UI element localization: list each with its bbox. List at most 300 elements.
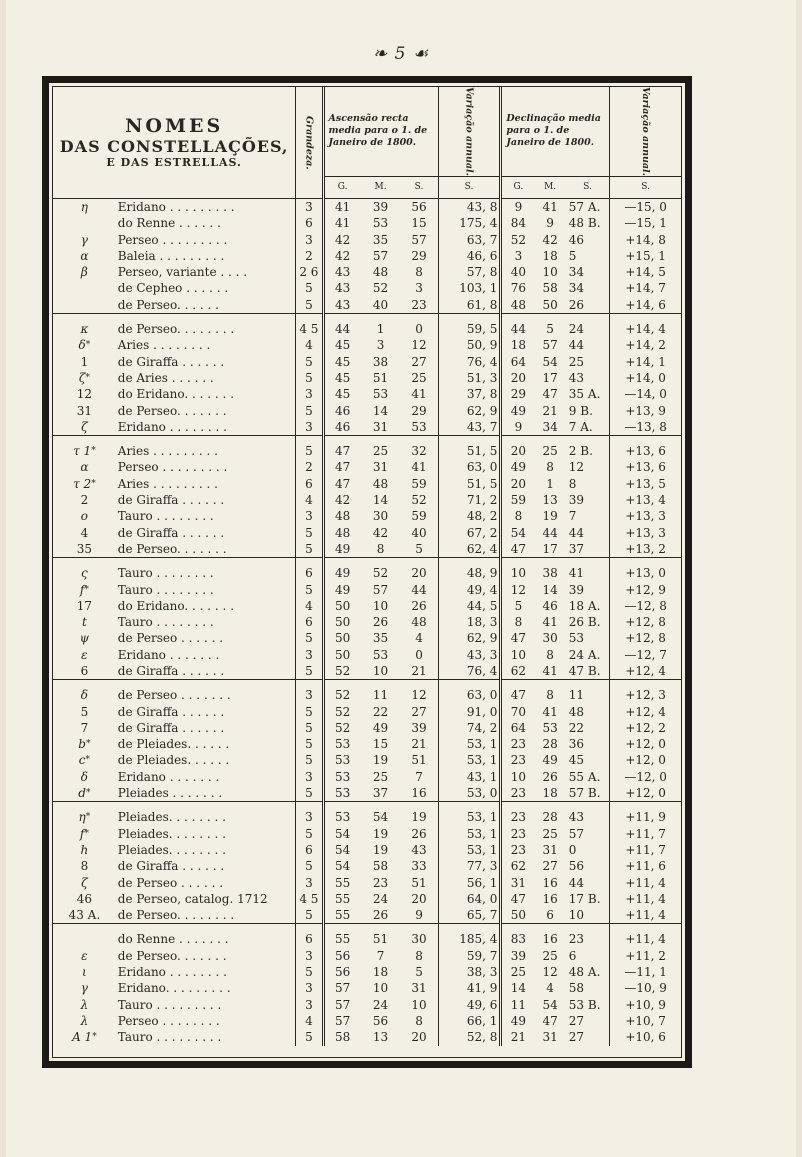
star-name: de Giraffa . . . . . . [117,859,225,874]
dec-annual-variation: +12, 0 [610,752,681,768]
dec-minutes: 57 [542,338,558,353]
flamsteed-number: 4 [80,525,89,540]
dec-degrees: 39 [501,948,534,964]
ra-seconds: 39 [411,720,427,735]
dec-seconds [566,280,610,296]
ra-annual-variation: 43, 8 [438,198,501,215]
ra-minutes: 53 [372,647,389,662]
table-row [53,419,681,436]
magnitude: 3 [296,198,323,215]
greek-letter: h [80,842,89,857]
ra-seconds: 3 [415,281,423,296]
star-name: Tauro . . . . . . . . [117,566,214,581]
table-row [53,459,681,475]
dec-hemisphere-letter: B. [587,663,601,678]
dec-degrees: 76 [501,280,534,296]
ra-annual-variation: 59, 7 [438,948,501,964]
dec-degrees: 10 [501,647,534,663]
dec-annual-variation: —13, 8 [610,419,681,436]
dec-minutes: 12 [542,965,558,980]
greek-letter: ς [81,566,88,581]
dec-degrees: 12 [501,582,534,598]
star-designation [53,1013,116,1029]
ra-degrees: 57 [323,980,361,996]
star-designation [53,769,116,785]
star-name: do Eridano. . . . . . . [117,387,235,402]
table-row [53,980,681,996]
dec-degrees: 64 [501,354,534,370]
sub-g2: G. [501,176,534,198]
star-name: Eridano . . . . . . . . [117,419,227,434]
star-designation [53,1029,116,1045]
star-designation [53,337,116,353]
magnitude: 5 [296,704,323,720]
dec-degrees: 31 [501,875,534,891]
ra-seconds: 26 [411,826,427,841]
magnitude: 3 [296,997,323,1013]
star-name: de Pleiades. . . . . . [117,753,230,768]
magnitude: 4 [296,598,323,614]
dec-seconds [566,403,610,419]
table-row [53,1013,681,1029]
dec-seconds-value: 48 [568,216,585,231]
dec-seconds-value: 56 [568,859,585,874]
magnitude: 5 [296,826,323,842]
ra-degrees: 42 [323,248,361,264]
dec-annual-variation: +14, 7 [610,280,681,296]
ra-annual-variation: 53, 1 [438,842,501,858]
ra-annual-variation: 51, 3 [438,370,501,386]
table-row [53,264,681,280]
header-title-2: DAS CONSTELLAÇÕES, [59,137,289,157]
dec-variation-header [610,87,681,176]
dec-seconds-value: 57 [568,786,585,801]
ra-seconds: 26 [411,598,427,613]
ra-minutes: 25 [372,444,389,459]
table-row [53,198,681,215]
ra-degrees: 53 [323,736,361,752]
ra-minutes: 25 [372,769,389,784]
star-designation [53,215,116,231]
ra-seconds: 44 [411,582,427,597]
dec-minutes: 53 [542,720,558,735]
ra-degrees: 56 [323,948,361,964]
star-designation [53,858,116,874]
dec-annual-variation: +13, 9 [610,403,681,419]
ra-degrees: 50 [323,598,361,614]
star-name: Eridano . . . . . . . [117,769,220,784]
ra-seconds: 25 [411,370,427,385]
ra-seconds: 31 [411,981,427,996]
magnitude: 3 [296,809,323,825]
star-designation [53,598,116,614]
ra-minutes: 35 [372,232,389,247]
ra-annual-variation: 103, 1 [438,280,501,296]
greek-letter: η [80,199,88,214]
dec-seconds [566,232,610,248]
ra-seconds: 57 [411,232,427,247]
ra-annual-variation: 67, 2 [438,525,501,541]
magnitude: 6 [296,931,323,947]
ra-seconds: 41 [411,387,427,402]
dec-seconds [566,980,610,996]
star-designation [53,232,116,248]
dec-seconds-value: 27 [568,1030,585,1045]
star-name: do Renne . . . . . . [117,216,221,231]
ra-annual-variation: 65, 7 [438,907,501,924]
star-designation [53,419,116,436]
star-mark: * [85,755,90,766]
page-number-text: 5 [394,44,407,64]
ra-minutes: 24 [372,997,389,1012]
dec-annual-variation: +11, 4 [610,931,681,947]
star-designation [53,443,116,459]
dec-seconds [566,443,610,459]
magnitude-label: Grandeza. [303,115,315,170]
table-row [53,297,681,314]
ra-minutes: 14 [372,493,389,508]
ra-annual-variation: 62, 9 [438,403,501,419]
ra-degrees: 41 [323,198,361,215]
dec-seconds-value: 26 [568,615,585,630]
table-row [53,630,681,646]
dec-degrees: 54 [501,525,534,541]
dec-hemisphere-letter: B. [580,444,593,459]
magnitude: 5 [296,907,323,924]
ra-annual-variation: 66, 1 [438,1013,501,1029]
ra-degrees: 52 [323,687,361,703]
star-name: Tauro . . . . . . . . [117,582,214,597]
star-designation [53,321,116,337]
dec-seconds [566,541,610,558]
dec-minutes: 21 [542,403,558,418]
ra-annual-variation: 175, 4 [438,215,501,231]
ra-seconds: 20 [411,566,427,581]
ra-minutes: 57 [372,248,389,263]
dec-minutes: 46 [542,598,558,613]
dec-minutes: 58 [542,281,558,296]
star-designation [53,565,116,581]
dec-seconds-value: 11 [568,688,585,703]
table-row [53,931,681,947]
table-body [53,198,681,1045]
dec-seconds [566,931,610,947]
star-name: Perseo, variante . . . . [117,265,248,280]
ra-seconds: 53 [411,419,427,434]
ra-degrees: 49 [323,565,361,581]
dec-annual-variation: +12, 9 [610,582,681,598]
dec-degrees: 48 [501,297,534,314]
ra-minutes: 52 [372,281,389,296]
greek-letter: τ 2 [73,476,92,491]
dec-seconds-value: 47 [568,663,585,678]
ra-degrees: 43 [323,264,361,280]
ra-label: Ascensão recta media para o 1. de Janeiro de 1800. [328,113,428,149]
table-row [53,248,681,264]
dec-degrees: 70 [501,704,534,720]
magnitude: 5 [296,403,323,419]
star-designation [53,248,116,264]
star-designation [53,752,116,768]
star-mark: * [84,828,89,839]
dec-annual-variation: +11, 7 [610,842,681,858]
ra-annual-variation: 74, 2 [438,720,501,736]
dec-degrees: 50 [501,907,534,924]
dec-minutes: 1 [546,476,554,491]
dec-annual-variation: +14, 8 [610,232,681,248]
dec-annual-variation: +15, 1 [610,248,681,264]
flamsteed-number: 31 [76,403,93,418]
ra-minutes: 8 [376,541,385,556]
table-row [53,809,681,825]
dec-seconds-value: 36 [568,737,585,752]
dec-minutes: 26 [542,769,558,784]
ra-degrees: 52 [323,720,361,736]
ra-minutes: 26 [372,908,389,923]
dec-annual-variation: +13, 3 [610,508,681,524]
dec-minutes: 13 [542,493,558,508]
dec-seconds-value: 39 [568,582,585,597]
greek-letter: f [79,826,85,841]
flamsteed-number: 2 [80,493,89,508]
magnitude: 3 [296,647,323,663]
star-name: de Perseo . . . . . . [117,875,224,890]
dec-minutes: 28 [542,810,558,825]
dec-seconds [566,508,610,524]
star-designation [53,704,116,720]
star-designation [53,386,116,402]
ra-annual-variation: 49, 4 [438,582,501,598]
ra-degrees: 53 [323,785,361,802]
dec-degrees: 10 [501,565,534,581]
magnitude: 3 [296,386,323,402]
dec-degrees: 23 [501,752,534,768]
greek-letter: α [80,460,89,475]
ra-minutes: 31 [372,419,389,434]
dec-seconds [566,370,610,386]
dec-hemisphere-letter: B. [587,615,601,630]
star-designation [53,198,116,215]
ra-minutes: 10 [372,598,389,613]
dec-minutes: 30 [542,631,558,646]
dec-minutes: 6 [546,908,554,923]
star-name: de Aries . . . . . . [117,370,214,385]
ra-degrees: 42 [323,492,361,508]
star-designation [53,492,116,508]
ra-degrees: 50 [323,647,361,663]
magnitude: 3 [296,687,323,703]
ra-degrees: 43 [323,280,361,296]
dec-minutes: 8 [546,647,554,662]
dec-hemisphere-letter: A. [587,769,601,784]
ra-minutes: 48 [372,265,389,280]
star-name: de Giraffa . . . . . . [117,704,225,719]
greek-letter: τ 1 [73,444,92,459]
ra-degrees: 55 [323,907,361,924]
ra-annual-variation: 64, 0 [438,891,501,907]
dec-seconds-value: 34 [568,265,585,280]
table-row [53,508,681,524]
star-designation [53,785,116,802]
flamsteed-number: 35 [76,541,93,556]
ra-seconds: 43 [411,842,427,857]
dec-variation-label: Variação annual. [640,87,652,176]
ra-annual-variation: 76, 4 [438,354,501,370]
greek-letter: β [80,265,88,280]
ra-degrees: 47 [323,443,361,459]
ra-annual-variation: 53, 1 [438,752,501,768]
dec-annual-variation: +13, 5 [610,476,681,492]
star-designation [53,875,116,891]
ra-annual-variation: 41, 9 [438,980,501,996]
dec-minutes: 28 [542,737,558,752]
magnitude: 5 [296,443,323,459]
magnitude: 5 [296,297,323,314]
flamsteed-number: 8 [80,859,89,874]
star-designation [53,931,116,947]
table-row [53,492,681,508]
ra-annual-variation: 59, 5 [438,321,501,337]
ra-minutes: 3 [376,338,385,353]
dec-degrees: 49 [501,403,534,419]
ra-minutes: 39 [372,199,389,214]
ra-degrees: 57 [323,1013,361,1029]
sub-m: M. [361,176,401,198]
dec-minutes: 44 [542,525,558,540]
dec-annual-variation: +14, 5 [610,264,681,280]
star-designation [53,508,116,524]
star-designation [53,720,116,736]
dec-degrees: 5 [501,598,534,614]
star-name: Pleiades . . . . . . . [117,786,223,801]
dec-seconds-value: 10 [568,908,585,923]
table-row [53,337,681,353]
dec-seconds [566,198,610,215]
dec-seconds [566,891,610,907]
dec-seconds-value: 43 [568,370,585,385]
star-designation [53,736,116,752]
dec-seconds [566,582,610,598]
flamsteed-number: 43 A. [68,908,101,923]
magnitude: 5 [296,525,323,541]
ra-minutes: 10 [372,663,389,678]
ra-degrees: 50 [323,614,361,630]
dec-seconds-value: 17 [568,891,585,906]
dec-annual-variation: +11, 7 [610,826,681,842]
dec-annual-variation: +13, 4 [610,492,681,508]
greek-letter: t [81,615,87,630]
dec-seconds [566,809,610,825]
greek-letter: ζ [78,370,86,385]
dec-seconds [566,720,610,736]
star-name: Perseo . . . . . . . . . [117,232,228,247]
dec-minutes: 17 [542,541,558,556]
star-name: Perseo . . . . . . . . [117,1013,220,1028]
greek-letter: κ [80,322,89,337]
ra-minutes: 30 [372,509,389,524]
magnitude: 5 [296,1029,323,1045]
table-row [53,321,681,337]
ra-minutes: 13 [372,1030,389,1045]
ra-annual-variation: 18, 3 [438,614,501,630]
ra-seconds: 23 [411,297,427,312]
dec-hemisphere-letter: A. [580,419,593,434]
magnitude-header [296,87,323,198]
star-name: de Giraffa . . . . . . [117,720,225,735]
ra-minutes: 19 [372,826,389,841]
table-row [53,565,681,581]
dec-annual-variation: +14, 4 [610,321,681,337]
dec-annual-variation: +11, 4 [610,875,681,891]
ra-seconds: 15 [411,216,427,231]
star-name: Pleiades. . . . . . . . [117,842,226,857]
dec-minutes: 41 [542,663,558,678]
ra-annual-variation: 37, 8 [438,386,501,402]
dec-hemisphere-letter: A. [587,647,601,662]
table-row [53,525,681,541]
ra-seconds: 12 [411,688,427,703]
dec-degrees: 8 [501,614,534,630]
dec-minutes: 47 [542,387,558,402]
table-row [53,647,681,663]
star-mark: * [92,1032,97,1043]
table-row [53,826,681,842]
dec-degrees: 23 [501,785,534,802]
ra-seconds: 40 [411,525,427,540]
ra-minutes: 40 [372,297,389,312]
ra-minutes: 24 [372,891,389,906]
star-mark: * [91,478,96,489]
ra-minutes: 18 [372,965,389,980]
ra-seconds: 8 [415,265,423,280]
ra-annual-variation: 53, 0 [438,785,501,802]
ra-degrees: 47 [323,476,361,492]
magnitude: 5 [296,720,323,736]
ra-degrees: 53 [323,809,361,825]
dec-seconds-value: 8 [568,476,577,491]
ra-degrees: 56 [323,964,361,980]
ra-degrees: 47 [323,459,361,475]
ra-degrees: 55 [323,931,361,947]
magnitude: 3 [296,948,323,964]
dec-seconds-value: 44 [568,875,585,890]
star-name: Perseo . . . . . . . . . [117,460,228,475]
ra-degrees: 55 [323,875,361,891]
ra-degrees: 46 [323,403,361,419]
dec-minutes: 47 [542,1013,558,1028]
greek-letter: b [78,737,86,752]
dec-seconds-value: 18 [568,598,585,613]
ra-degrees: 48 [323,525,361,541]
greek-letter: ο [80,509,88,524]
sub-s-var: S. [438,176,501,198]
dec-minutes: 18 [542,248,558,263]
dec-degrees: 49 [501,459,534,475]
dec-seconds [566,1029,610,1045]
dec-degrees: 47 [501,687,534,703]
star-designation [53,476,116,492]
dec-minutes: 31 [542,1030,558,1045]
table-row [53,858,681,874]
dec-header [501,87,610,176]
dec-seconds [566,525,610,541]
group-divider [53,314,681,322]
ornament-right-icon: ☙ [412,44,430,64]
table-row [53,443,681,459]
dec-hemisphere-letter: A. [587,598,601,613]
dec-degrees: 44 [501,321,534,337]
dec-annual-variation: +13, 3 [610,525,681,541]
